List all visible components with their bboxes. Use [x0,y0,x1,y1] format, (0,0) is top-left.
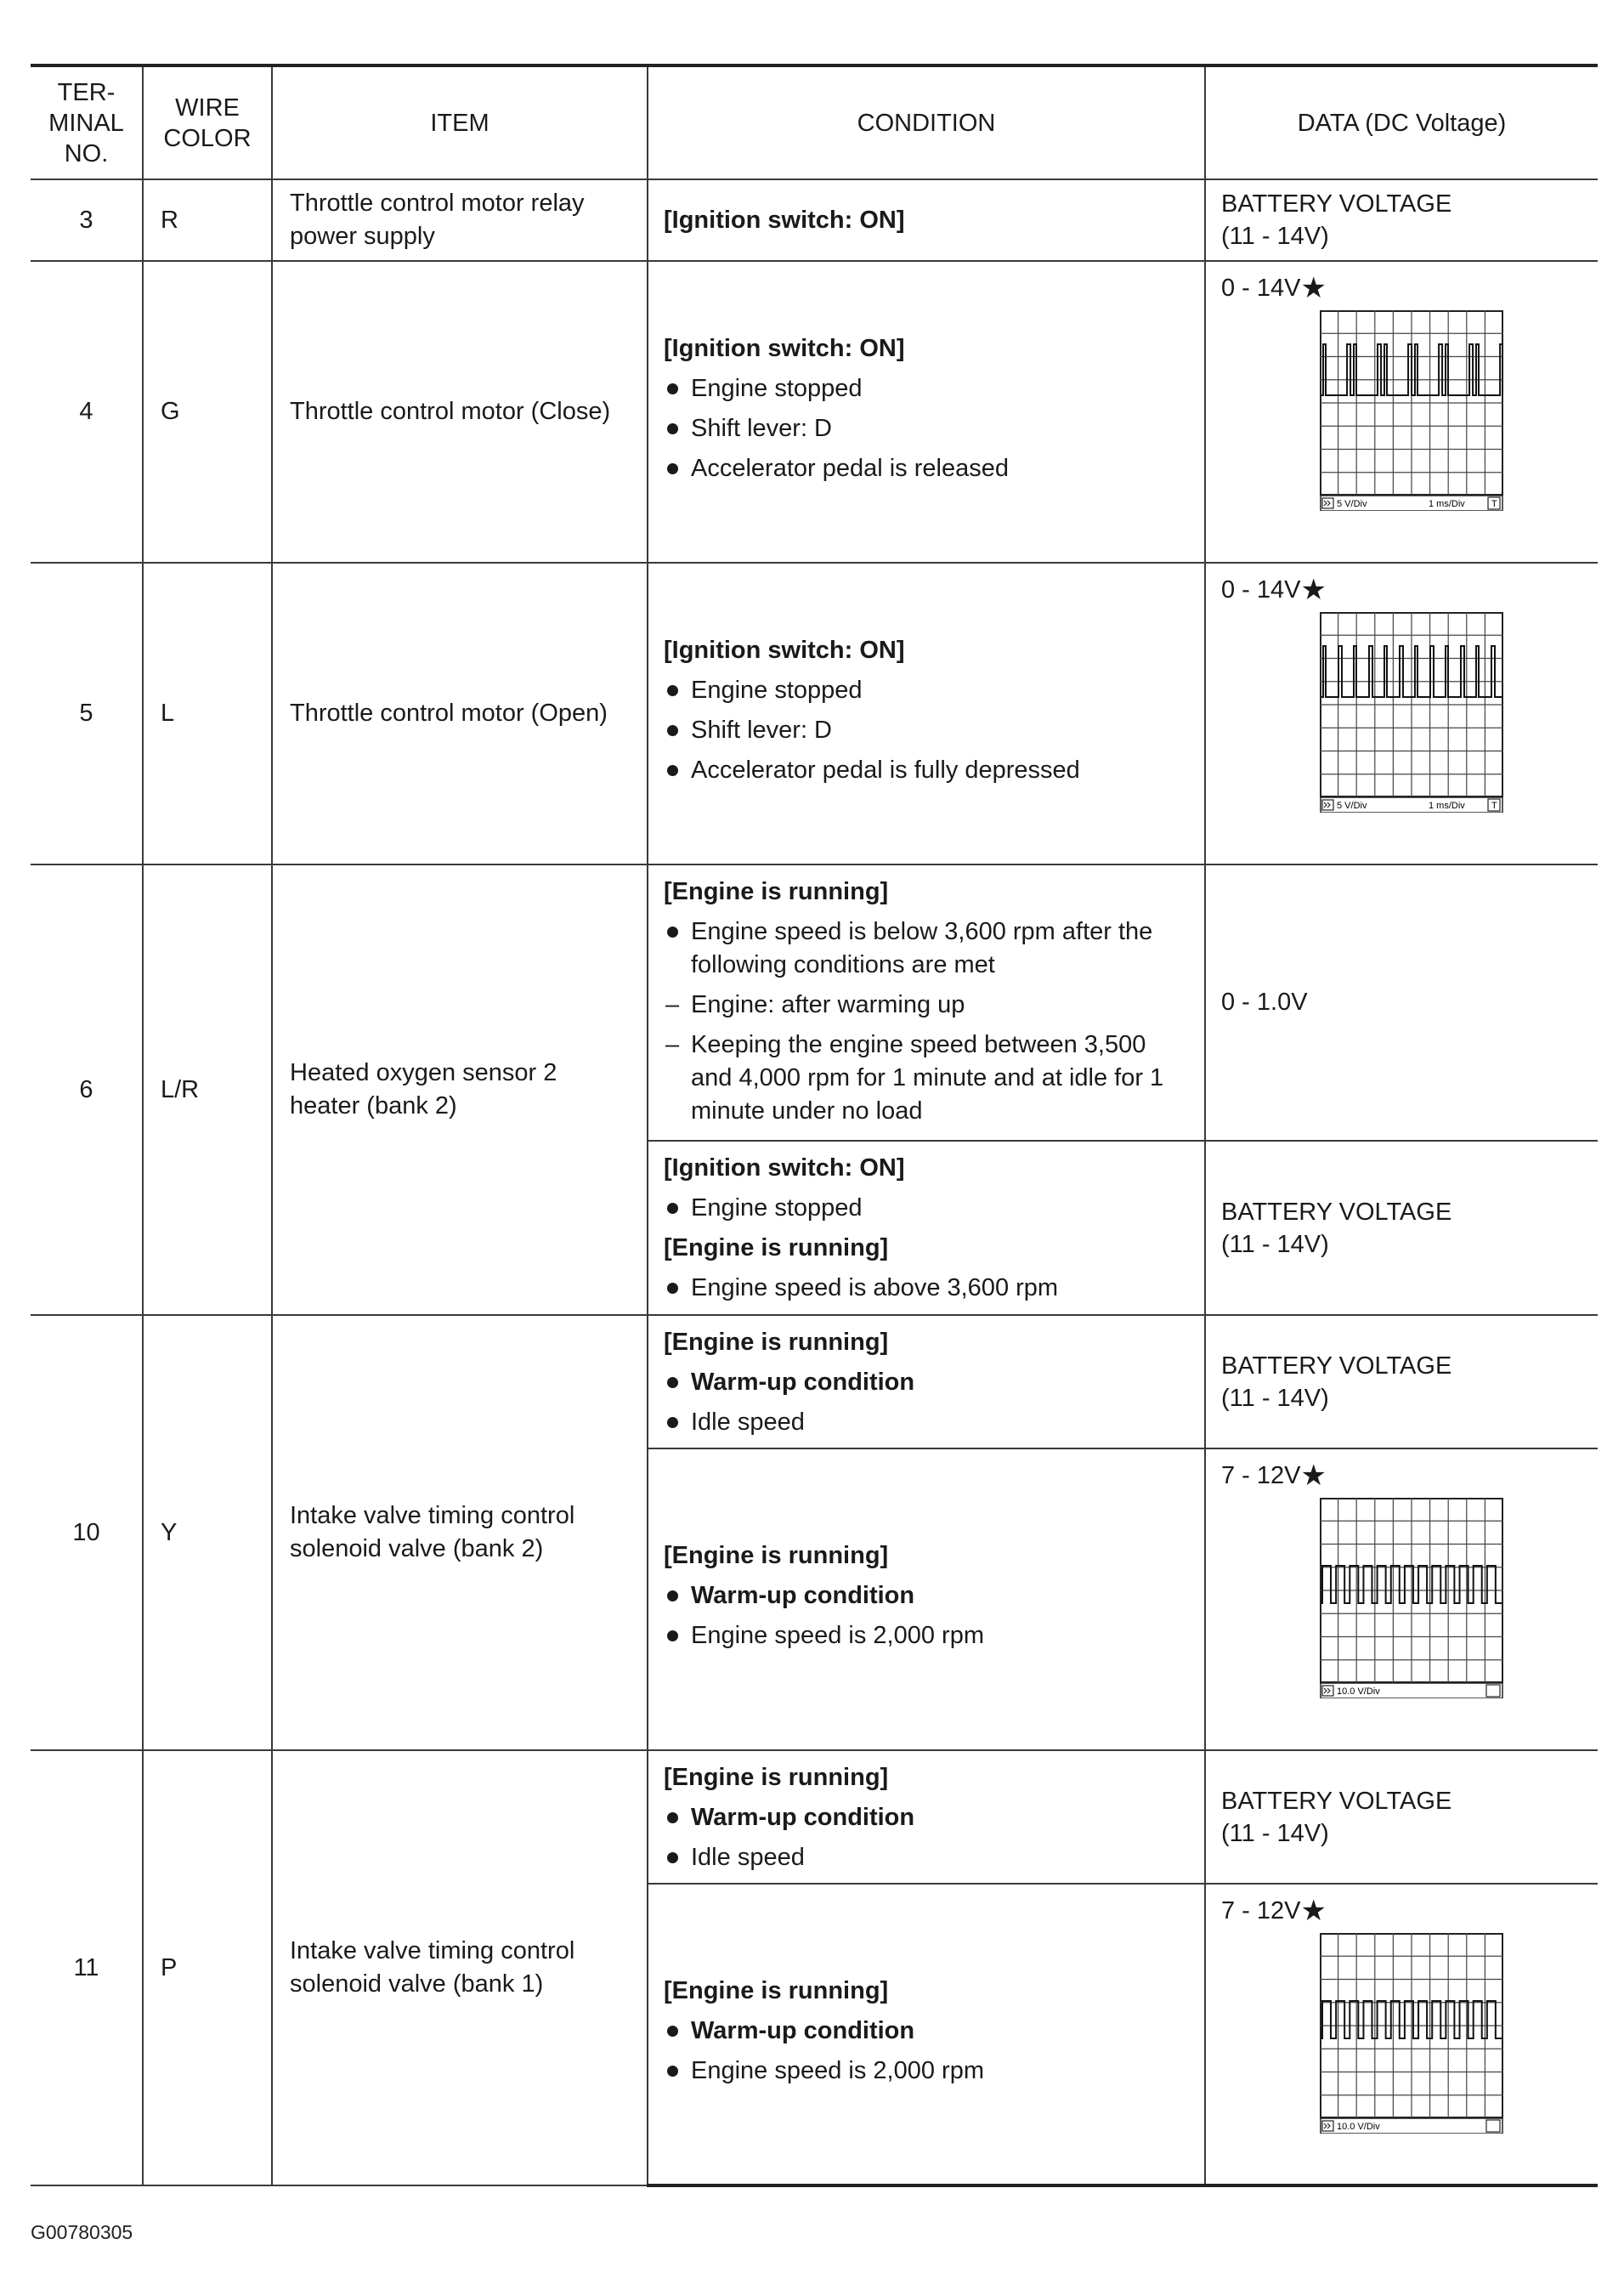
wire-color: P [143,1750,272,2185]
star-icon: ★ [1300,272,1327,304]
star-icon: ★ [1300,1460,1327,1492]
scope-waveform-trace [1321,344,1503,395]
table-row [31,1750,1598,1884]
scope-time-div: 1 ms/Div [1429,801,1465,811]
wire-color: G [143,261,272,563]
item: Throttle control motor (Close) [272,261,648,563]
scope-arrow-box [1322,498,1333,508]
item: Throttle control motor relay power supply [272,179,648,261]
data-value: 0 - 1.0V [1205,864,1598,1141]
header-row [31,65,1598,179]
scope-volt-div: 10.0 V/Div [1337,1686,1380,1697]
data-value [1205,563,1598,864]
data-value [1205,1884,1598,2185]
condition: [Engine is running] Warm-up condition Engine speed is 2,000 rpm [648,1448,1205,1750]
data-value: BATTERY VOLTAGE (11 - 14V) [1205,1141,1598,1315]
oscilloscope-waveform [1320,612,1503,813]
terminal-data-table [31,64,1598,2187]
scope-arrow-box [1322,800,1333,810]
voltage-range: 7 - 12V [1221,1462,1301,1489]
scope-arrow-box [1322,1686,1333,1696]
header-data: DATA (DC Voltage) [1205,65,1598,179]
wire-color: L [143,563,272,864]
star-icon: ★ [1300,574,1327,606]
terminal-no: 5 [31,563,143,864]
table-row [31,563,1598,864]
condition: [Engine is running] Warm-up condition Engine speed is 2,000 rpm [648,1884,1205,2185]
table-row [31,261,1598,563]
scope-time-div: 1 ms/Div [1429,499,1465,509]
item: Intake valve timing control solenoid valve (bank 2) [272,1315,648,1750]
wire-color: L/R [143,864,272,1315]
table-row [31,864,1598,1141]
oscilloscope-waveform [1320,1498,1503,1698]
voltage-range: 0 - 14V [1221,576,1301,604]
terminal-no: 4 [31,261,143,563]
data-value: BATTERY VOLTAGE (11 - 14V) [1205,1315,1598,1448]
item: Throttle control motor (Open) [272,563,648,864]
terminal-data-sheet [31,64,1598,2187]
terminal-no: 10 [31,1315,143,1750]
scope-corner-box [1486,2120,1500,2132]
header-item: ITEM [272,65,648,179]
scope-arrow-box [1322,2121,1333,2131]
terminal-no: 6 [31,864,143,1315]
item: Heated oxygen sensor 2 heater (bank 2) [272,864,648,1315]
condition: [Ignition switch: ON] Engine stopped [Engine is running] Engine speed is above 3,600 rpm [648,1141,1205,1315]
header-wire-color: WIRE COLOR [143,65,272,179]
terminal-no: 11 [31,1750,143,2185]
condition: [Engine is running] Warm-up condition Idle speed [648,1750,1205,1884]
document-code: G00780305 [31,2221,133,2243]
scope-trigger-mark: T [1491,801,1497,811]
oscilloscope-waveform [1320,1933,1503,2134]
terminal-no: 3 [31,179,143,261]
header-terminal-no: TER- MINAL NO. [31,65,143,179]
data-value [1205,261,1598,563]
condition: [Ignition switch: ON] Engine stopped Shift lever: D Accelerator pedal is released [648,261,1205,563]
scope-volt-div: 10.0 V/Div [1337,2122,1380,2132]
item: Intake valve timing control solenoid valve (bank 1) [272,1750,648,2185]
star-icon: ★ [1300,1895,1327,1927]
data-value: BATTERY VOLTAGE (11 - 14V) [1205,1750,1598,1884]
data-value [1205,1448,1598,1750]
scope-corner-box [1486,1685,1500,1697]
wire-color: R [143,179,272,261]
table-row [31,179,1598,261]
voltage-range: 0 - 14V [1221,275,1301,302]
scope-volt-div: 5 V/Div [1337,801,1367,811]
condition: [Engine is running] Warm-up condition Idle speed [648,1315,1205,1448]
oscilloscope-waveform [1320,310,1503,511]
scope-volt-div: 5 V/Div [1337,499,1367,509]
data-value: BATTERY VOLTAGE (11 - 14V) [1205,179,1598,261]
header-condition: CONDITION [648,65,1205,179]
condition: [Ignition switch: ON] [648,179,1205,261]
table-row [31,1315,1598,1448]
wire-color: Y [143,1315,272,1750]
condition: [Ignition switch: ON] Engine stopped Shift lever: D Accelerator pedal is fully depressed [648,563,1205,864]
condition: [Engine is running] Engine speed is below 3,600 rpm after the following conditions are met – Engine: after warming up – Keeping the engine speed between 3,500 and 4,000 rpm for 1 minute and at idle for 1 minute under no load [648,864,1205,1141]
scope-trigger-mark: T [1491,499,1497,509]
voltage-range: 7 - 12V [1221,1897,1301,1924]
